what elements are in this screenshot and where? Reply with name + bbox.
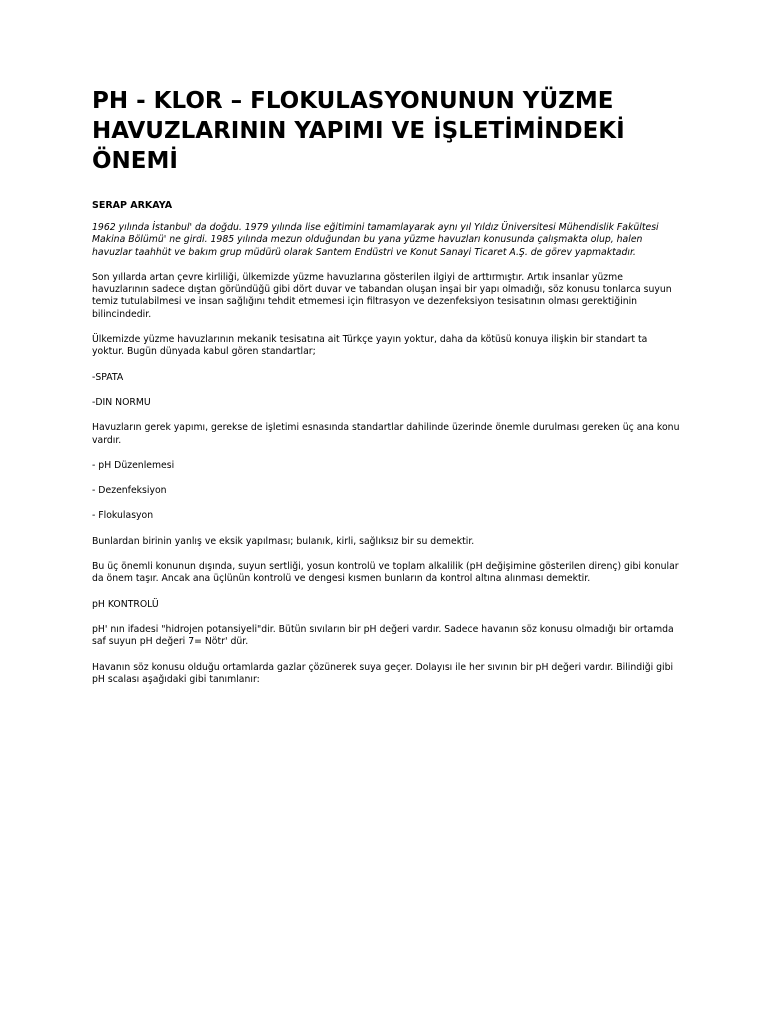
ph-control-heading: pH KONTROLÜ	[92, 598, 159, 610]
standard-item-din: -DIN NORMU	[92, 396, 151, 408]
document-title: PH - KLOR – FLOKULASYONUNUN YÜZME HAVUZLARININ YAPIMI VE İŞLETİMİNDEKİ ÖNEMİ	[92, 88, 625, 174]
standards-paragraph: Ülkemizde yüzme havuzlarının mekanik tesisatına ait Türkçe yayın yoktur, daha da kötüsü konuya ilişkin bir standart ta yoktur. Bugün dünyada kabul gören standartlar;	[92, 334, 648, 358]
topics-paragraph: Havuzların gerek yapımı, gerekse de işletimi esnasında standartlar dahilinde üzerinde önemle durulması gereken üç ana konu vardır.	[92, 422, 680, 446]
document-page	[92, 86, 682, 686]
intro-paragraph: Son yıllarda artan çevre kirliliği, ülkemizde yüzme havuzlarına gösterilen ilgiyi de arttırmıştır. Artık insanlar yüzme havuzlarının sadece dıştan göründüğü gibi dört duvar ve tabandan oluşan inşai bir yapı olmadığı, söz konusu tonlarca suyun temiz tutulabilmesi ve insan sağlığını tehdit etmemesi için filtrasyon ve dezenfeksiyon tesisatının olması gerektiğinin bilincindedir.	[92, 271, 672, 320]
other-topics-paragraph: Bu üç önemli konunun dışında, suyun sertliği, yosun kontrolü ve toplam alkalilik (pH değişimine gösterilen direnç) gibi konular da önem taşır. Ancak ana üçlünün kontrolü ve dengesi kısmen bunların da kontrol altına alınması demektir.	[92, 561, 679, 585]
author-name: SERAP ARKAYA	[92, 200, 173, 211]
standard-item-spata: -SPATA	[92, 371, 124, 383]
ph-scale-paragraph: Havanın söz konusu olduğu ortamlarda gazlar çözünerek suya geçer. Dolayısı ile her sıvının bir pH değeri vardır. Bilindiği gibi pH scalası aşağıdaki gibi tanımlanır:	[92, 661, 674, 685]
consequence-paragraph: Bunlardan birinin yanlış ve eksik yapılması; bulanık, kirli, sağlıksız bir su demektir.	[92, 535, 475, 547]
topic-item-ph: - pH Düzenlemesi	[92, 459, 175, 471]
topic-item-disinfection: - Dezenfeksiyon	[92, 485, 167, 497]
ph-definition-paragraph: pH' nın ifadesi "hidrojen potansiyeli"dir. Bütün sıvıların bir pH değeri vardır. Sadece havanın söz konusu olmadığı bir ortamda saf suyun pH değeri 7= Nötr' dür.	[92, 623, 674, 648]
author-bio: 1962 yılında İstanbul' da doğdu. 1979 yılında lise eğitimini tamamlayarak aynı yıl Yıldız Üniversitesi Mühendislik Fakültesi Makina Bölümü' ne girdi. 1985 yılında mezun olduğundan bu yana yüzme havuzları konusunda çalışmakta olup, halen havuzlar taahhüt ve bakım grup müdürü olarak Santem Endüstri ve Konut Sanayi Ticaret A.Ş. de görev yapmaktadır.	[92, 222, 659, 258]
topic-item-flocculation: - Flokulasyon	[92, 510, 154, 522]
